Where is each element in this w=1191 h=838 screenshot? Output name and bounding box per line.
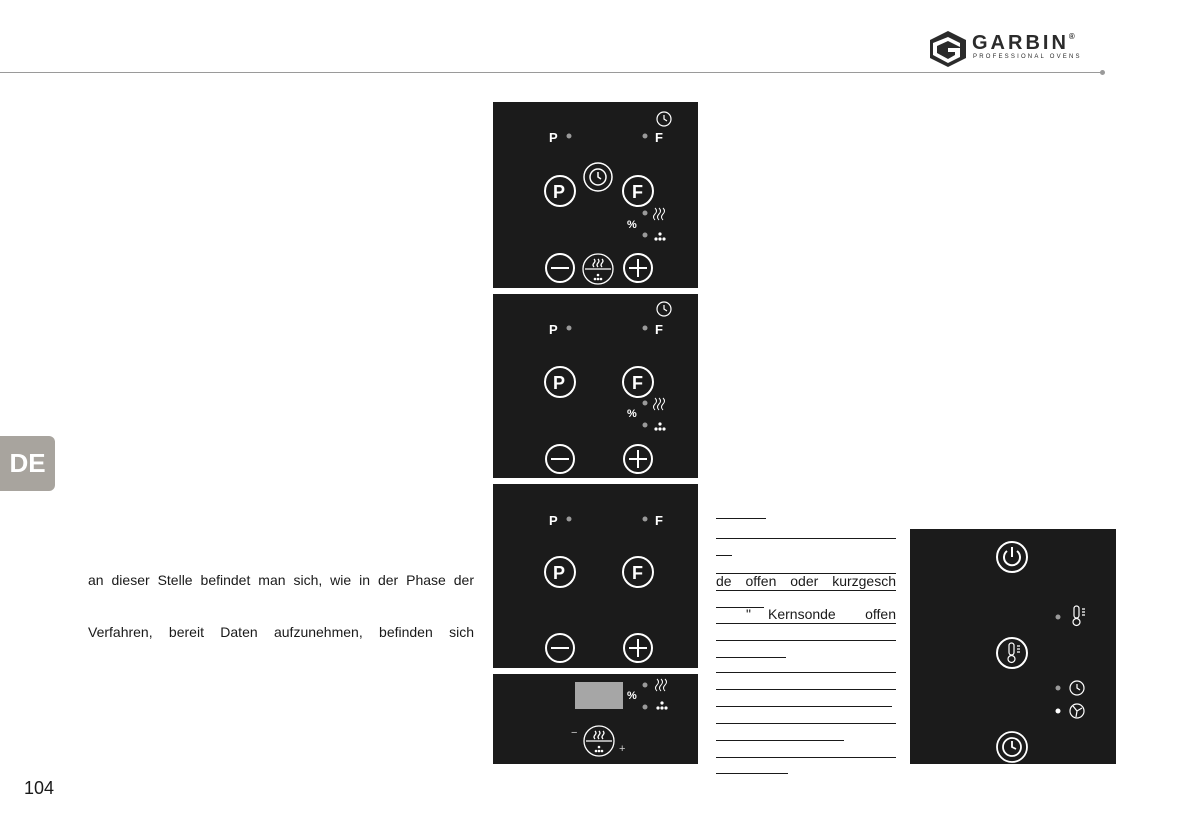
control-panel-4 [493, 674, 698, 764]
minus-label: − [571, 727, 578, 739]
steam-icon [654, 398, 665, 410]
language-tab: DE [0, 436, 55, 491]
probe-word: Kernsonde [768, 606, 836, 622]
percent-label: % [627, 408, 637, 420]
f-led [643, 134, 648, 139]
p-led [567, 134, 572, 139]
clock-button-icon [584, 163, 612, 191]
minus-button-icon [546, 634, 574, 662]
brand-tagline: PROFESSIONAL OVENS [973, 54, 1082, 60]
power-button-icon [997, 542, 1027, 572]
steam-icon [654, 208, 665, 220]
humidity-icon [654, 422, 665, 430]
f-label: F [655, 322, 663, 337]
control-panel-3 [493, 484, 698, 668]
body-text-line-1: an dieser Stelle befindet man sich, wie in der Phase der [88, 572, 474, 588]
percent-label: % [627, 690, 637, 702]
underline-12 [716, 723, 844, 741]
p-button[interactable]: P [553, 182, 566, 202]
f-label: F [655, 130, 663, 145]
plus-button-icon [624, 445, 652, 473]
fan-icon [1070, 704, 1084, 718]
percent-label: % [627, 219, 637, 231]
garbin-logo-icon [928, 30, 968, 68]
fan-led [1056, 709, 1061, 714]
brand-name: GARBIN® [972, 32, 1075, 54]
body-text-line-2: Verfahren, bereit Daten aufzunehmen, befinden sich [88, 624, 474, 640]
steam-led [643, 683, 648, 688]
f-label: F [655, 513, 663, 528]
humidity-icon [654, 232, 665, 240]
header-rule-dot [1100, 70, 1105, 75]
underline-11 [716, 706, 896, 724]
timer-led [1056, 686, 1061, 691]
page-number: 104 [24, 778, 55, 798]
control-panel-1 [493, 102, 698, 288]
plus-button-icon [624, 634, 652, 662]
open-word: offen [865, 606, 896, 622]
f-button[interactable]: F [632, 563, 643, 583]
clock-icon [657, 302, 671, 316]
underline-2 [716, 521, 896, 539]
f-button[interactable]: F [632, 182, 643, 202]
underline-4 [716, 556, 896, 574]
garbin-logo [928, 30, 1108, 68]
p-label: P [549, 513, 558, 528]
f-button[interactable]: F [632, 373, 643, 393]
probe-text-line-2[interactable] [716, 606, 896, 624]
p-label: P [549, 130, 558, 145]
steam-led [643, 211, 648, 216]
humidity-led [643, 705, 648, 710]
steam-icon [656, 679, 667, 691]
clock-icon [657, 112, 671, 126]
steam-led [643, 401, 648, 406]
underline-1 [716, 501, 766, 519]
steam-humidity-button-drops-icon [595, 746, 604, 753]
plus-button-icon [624, 254, 652, 282]
p-button[interactable]: P [553, 563, 566, 583]
underline-9 [716, 672, 896, 690]
control-panel-right [910, 529, 1116, 764]
clock-icon [1070, 681, 1084, 695]
core-probe-button-thermometer-icon [1008, 643, 1020, 663]
humidity-icon [656, 701, 667, 709]
core-probe-led [1056, 615, 1061, 620]
p-label: P [549, 322, 558, 337]
header-rule [0, 72, 1102, 73]
steam-humidity-button-drops-icon [594, 274, 603, 281]
timer-button-icon [997, 732, 1027, 762]
plus-label: + [619, 743, 626, 755]
p-led [567, 326, 572, 331]
underline-14 [716, 756, 788, 774]
control-panel-2 [493, 294, 698, 478]
f-led [643, 326, 648, 331]
p-button[interactable]: P [553, 373, 566, 393]
underline-6 [716, 623, 896, 641]
underline-3 [716, 538, 732, 556]
underline-8 [716, 655, 896, 673]
underline-10 [716, 689, 892, 707]
minus-button-icon [546, 254, 574, 282]
humidity-led [643, 233, 648, 238]
quote-mark: " [746, 606, 751, 622]
thermometer-icon [1073, 606, 1085, 626]
p-led [567, 517, 572, 522]
probe-text-line-1[interactable]: de offen oder kurzgesch [716, 573, 896, 589]
minus-button-icon [546, 445, 574, 473]
humidity-led [643, 423, 648, 428]
f-led [643, 517, 648, 522]
